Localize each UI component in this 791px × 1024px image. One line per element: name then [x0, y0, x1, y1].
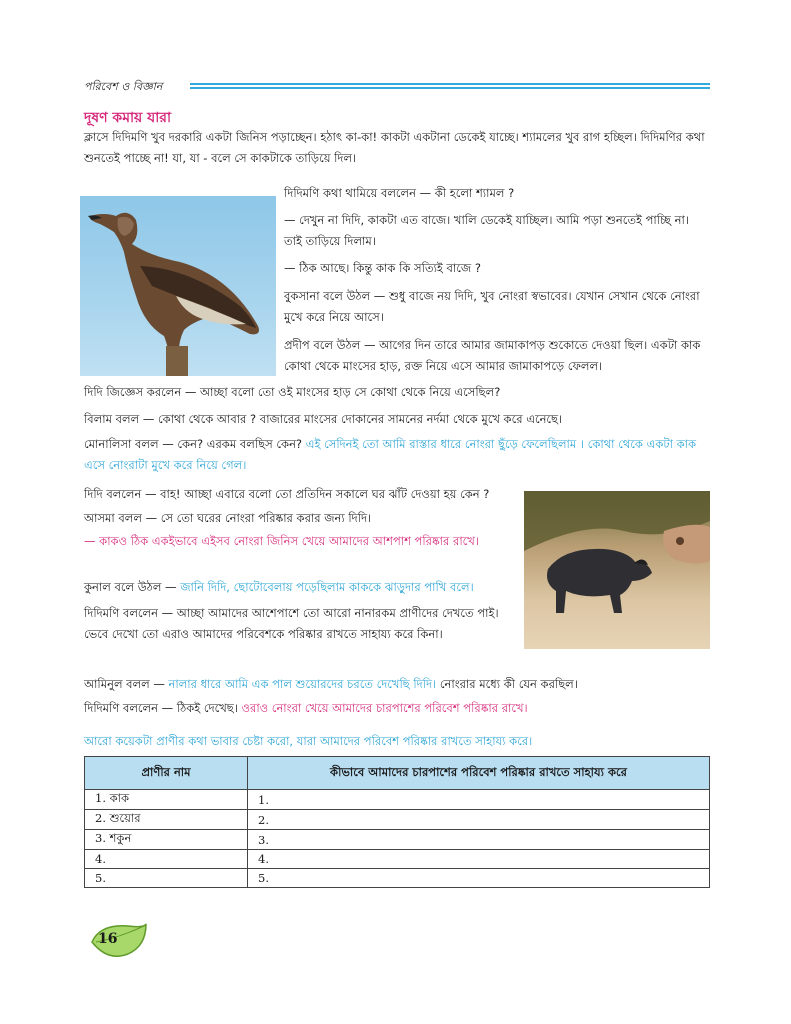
pig-photo: [524, 491, 710, 649]
table-cell-answer[interactable]: 4.: [248, 850, 710, 869]
table-cell-answer[interactable]: 1.: [248, 790, 710, 810]
paragraph-bilam: বিলাম বলল — কোথা থেকে আবার ? বাজারের মাংসের দোকানের সামনের নর্দমা থেকে মুখে করে এনেছে।: [84, 412, 563, 426]
table-row: [85, 810, 710, 830]
column-header-how-helps: কীভাবে আমাদের চারপাশের পরিবেশ পরিষ্কার রাখতে সাহায্য করে: [248, 757, 710, 790]
paragraph-crow-cleans: — কাকও ঠিক একইভাবে এইসব নোংরা জিনিস খেয়ে আমাদের আশপাশ পরিষ্কার রাখে।: [84, 534, 479, 548]
aminul-speech-tail: নোংরার মধ্যে কী যেন করছিল।: [436, 677, 578, 691]
paragraph-didimoni-other-animals: দিদিমণি বললেন — আচ্ছা আমাদের আশেপাশে তো আরো নানারকম প্রাণীদের দেখতে পাই। ভেবে দেখো তো এরাও আমাদের পরিবেশকে পরিষ্কার রাখতে সাহায্য করে কিনা।: [84, 606, 499, 641]
section-title: দূষণ কমায় যারা: [84, 110, 172, 126]
page-number: 16: [98, 931, 118, 947]
paragraph-didi-asks: দিদি জিজ্ঞেস করলেন — আচ্ছা বলো তো ওই মাংসের হাড় সে কোথা থেকে নিয়ে এসেছিল?: [84, 385, 501, 399]
table-cell-animal[interactable]: 1. কাক: [85, 790, 248, 810]
table-cell-animal[interactable]: 3. শকুন: [85, 830, 248, 850]
table-cell-answer[interactable]: 2.: [248, 810, 710, 830]
didimoni-pigs-lead: দিদিমণি বললেন — ঠিকই দেখেছ।: [84, 701, 242, 715]
table-row: [85, 790, 710, 810]
paragraph-kunal: [84, 577, 524, 598]
paragraph-buksana: বুকসানা বলে উঠল — শুধু বাজে নয় দিদি, খুব নোংরা স্বভাবের। যেখান সেখান থেকে নোংরা মুখে করে নিয়ে আসে।: [284, 289, 700, 324]
paragraph-didimoni-pigs: [84, 698, 710, 719]
table-row: [85, 850, 710, 869]
table-row: [85, 830, 710, 850]
paragraph-monalisa: [84, 434, 710, 476]
paragraph-shyamal-reply: — দেখুন না দিদি, কাকটা এত বাজে। খালি ডেকেই যাচ্ছিল। আমি পড়া শুনতেই পাচ্ছি না। তাই তাড়িয়ে দিলাম।: [284, 213, 689, 248]
column-header-animal-name: প্রাণীর নাম: [85, 757, 248, 790]
table-row: [85, 869, 710, 888]
running-head-title: পরিবেশ ও বিজ্ঞান: [84, 80, 163, 93]
table-cell-animal[interactable]: 5.: [85, 869, 248, 888]
paragraph-intro: ক্লাসে দিদিমণি খুব দরকারি একটা জিনিস পড়াচ্ছেন। হঠাৎ কা-কা! কাকটা একটানা ডেকেই যাচ্ছে। শ্যামলের খুব রাগ হচ্ছিল। দিদিমণির কথা শুনতেই পাচ্ছে না! যা, যা - বলে সে কাকটাকে তাড়িয়ে দিল।: [84, 130, 705, 165]
kunal-speech-lead: কুনাল বলে উঠল —: [84, 580, 181, 594]
paragraph-aminul: [84, 674, 710, 695]
table-cell-answer[interactable]: 5.: [248, 869, 710, 888]
vulture-photo: [80, 196, 276, 376]
aminul-speech-lead: আমিনুল বলল —: [84, 677, 169, 691]
animal-cleaning-table: [84, 756, 710, 888]
header-rule: [190, 83, 710, 91]
paragraph-teacher-ok: — ঠিক আছে। কিন্তু কাক কি সত্যিই বাজে ?: [284, 261, 481, 275]
paragraph-asma: আসমা বলল — সে তো ঘরের নোংরা পরিষ্কার করার জন্য দিদি।: [84, 511, 372, 525]
monalisa-highlight: এই সেদিনই তো আমি রাস্তার ধারে নোংরা ছুঁড়ে ফেলেছিলাম । কোথা থেকে একটা কাক এসে নোংরাটা মুখে করে নিয়ে গেল।: [84, 437, 697, 472]
table-cell-animal[interactable]: 2. শুয়োর: [85, 810, 248, 830]
table-cell-animal[interactable]: 4.: [85, 850, 248, 869]
paragraph-pradip: প্রদীপ বলে উঠল — আগের দিন তারে আমার জামাকাপড় শুকোতে দেওয়া ছিল। একটা কাক কোথা থেকে মাংসের হাড়, রক্ত নিয়ে এসে আমার জামাকাপড়ে ফেলল।: [284, 338, 701, 373]
paragraph-teacher-question: দিদিমণি কথা থামিয়ে বললেন — কী হলো শ্যামল ?: [284, 186, 515, 200]
paragraph-didi-sweep: দিদি বললেন — বাহ! আচ্ছা এবারে বলো তো প্রতিদিন সকালে ঘর ঝাঁট দেওয়া হয় কেন ?: [84, 487, 490, 501]
aminul-highlight: নালার ধারে আমি এক পাল শুয়োরদের চরতে দেখেছি দিদি।: [168, 677, 437, 691]
table-header-row: [85, 757, 710, 790]
table-cell-answer[interactable]: 3.: [248, 830, 710, 850]
monalisa-speech-lead: মোনালিসা বলল — কেন? এরকম বলছিস কেন?: [84, 437, 306, 451]
didimoni-pigs-highlight: ওরাও নোংরা খেয়ে আমাদের চারপাশের পরিবেশ পরিষ্কার রাখে।: [241, 701, 528, 715]
kunal-highlight: জানি দিদি, ছোটোবেলায় পড়েছিলাম কাককে ঝাড়ুদার পাখি বলে।: [180, 580, 474, 594]
activity-prompt: আরো কয়েকটা প্রাণীর কথা ভাবার চেষ্টা করো, যারা আমাদের পরিবেশ পরিষ্কার রাখতে সাহায্য করে।: [84, 734, 533, 748]
